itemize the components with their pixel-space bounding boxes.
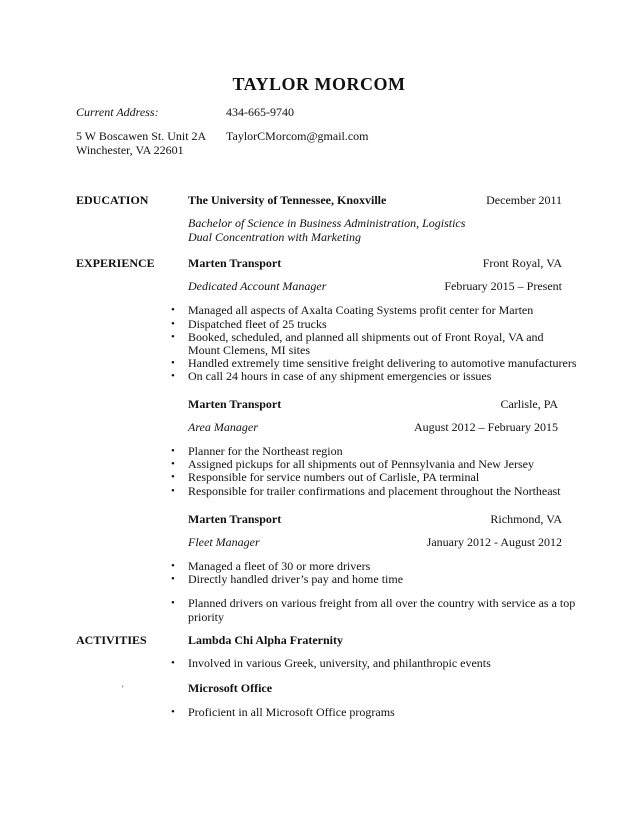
job-3-location: Richmond, VA [490,512,562,526]
address-line-2: Winchester, VA 22601 [76,143,184,157]
address-line-1: 5 W Boscawen St. Unit 2A [76,129,207,143]
job-2-title: Area Manager [188,420,258,434]
job-1-bullet-3-cont: Mount Clemens, MI sites [188,343,310,357]
bullet-marker: • [171,573,175,585]
activity-2-bullet: Proficient in all Microsoft Office programs [188,705,395,719]
job-2-bullet-2: Assigned pickups for all shipments out of Pennsylvania and New Jersey [188,457,534,471]
resume-name: TAYLOR MORCOM [232,74,406,94]
job-1-bullet-4: Handled extremely time sensitive freight delivering to automotive manufacturers [188,356,577,370]
education-degree-line-1: Bachelor of Science in Business Administration, Logistics [188,216,466,230]
activity-1-name: Lambda Chi Alpha Fraternity [188,633,344,647]
phone-number: 434-665-9740 [226,105,294,119]
job-3-bullet-3: Planned drivers on various freight from all over the country with service as a top [188,596,576,610]
job-2-location: Carlisle, PA [500,397,558,411]
bullet-marker: • [171,370,175,382]
job-1-bullet-1: Managed all aspects of Axalta Coating Systems profit center for Marten [188,303,534,317]
job-1-bullet-2: Dispatched fleet of 25 trucks [188,317,327,331]
job-2-bullet-1: Planner for the Northeast region [188,444,343,458]
job-1-company: Marten Transport [188,256,282,270]
job-2-dates: August 2012 – February 2015 [414,420,558,434]
bullet-marker: • [171,657,175,669]
stray-mark: ' [122,684,124,694]
bullet-marker: • [171,357,175,369]
bullet-marker: • [171,318,175,330]
bullet-marker: • [171,331,175,343]
job-3-bullet-3-cont: priority [188,610,224,624]
activity-2-name: Microsoft Office [188,681,273,695]
job-1-location: Front Royal, VA [482,256,562,270]
bullet-marker: • [171,706,175,718]
job-3-bullet-1: Managed a fleet of 30 or more drivers [188,559,371,573]
job-2-company: Marten Transport [188,397,282,411]
experience-heading: EXPERIENCE [76,256,155,270]
education-degree-line-2: Dual Concentration with Marketing [188,230,361,244]
education-heading: EDUCATION [76,193,149,207]
activity-1-bullet: Involved in various Greek, university, and philanthropic events [188,656,491,670]
email-address: TaylorCMorcom@gmail.com [226,129,369,143]
current-address-label: Current Address: [76,105,159,119]
bullet-marker: • [171,445,175,457]
job-1-title: Dedicated Account Manager [188,279,327,293]
bullet-marker: • [171,304,175,316]
job-2-bullet-3: Responsible for service numbers out of Carlisle, PA terminal [188,470,480,484]
bullet-marker: • [171,471,175,483]
job-3-title: Fleet Manager [188,535,260,549]
education-school: The University of Tennessee, Knoxville [188,193,387,207]
job-3-bullet-2: Directly handled driver’s pay and home time [188,572,404,586]
job-1-bullet-3: Booked, scheduled, and planned all shipments out of Front Royal, VA and [188,330,544,344]
bullet-marker: • [171,485,175,497]
bullet-marker: • [171,597,175,609]
activities-heading: ACTIVITIES [76,633,147,647]
education-date: December 2011 [486,193,562,207]
job-3-company: Marten Transport [188,512,282,526]
job-1-bullet-5: On call 24 hours in case of any shipment emergencies or issues [188,369,492,383]
job-3-dates: January 2012 - August 2012 [426,535,562,549]
job-2-bullet-4: Responsible for trailer confirmations and placement throughout the Northeast [188,484,561,498]
job-1-dates: February 2015 – Present [444,279,562,293]
bullet-marker: • [171,458,175,470]
bullet-marker: • [171,560,175,572]
